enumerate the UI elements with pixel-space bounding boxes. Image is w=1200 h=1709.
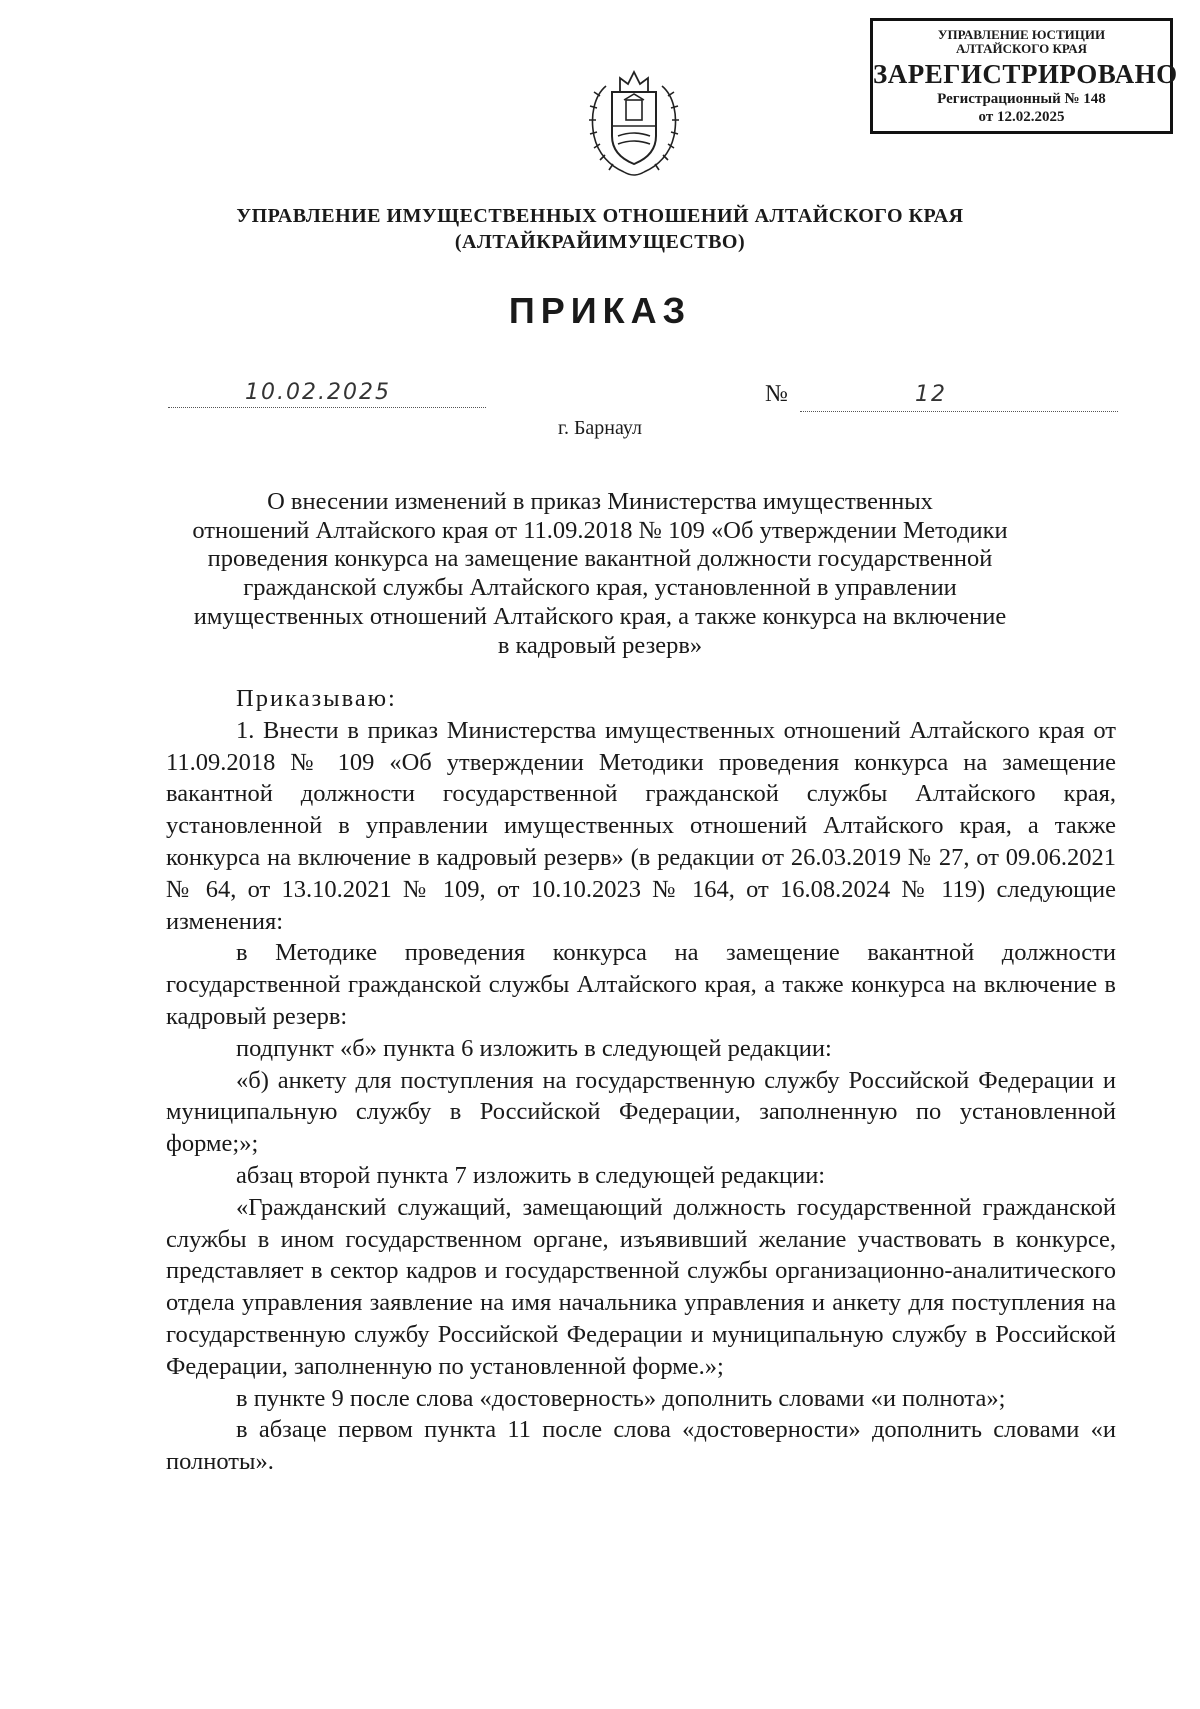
stamp-reg-date: от 12.02.2025 — [978, 109, 1065, 125]
stamp-org-line2: АЛТАЙСКОГО КРАЯ — [956, 41, 1087, 56]
order-word: Приказываю: — [236, 685, 397, 712]
paragraph-7: в пункте 9 после слова «достоверность» дополнить словами «и полнота»; — [236, 1384, 1006, 1412]
date-underline — [168, 407, 486, 408]
number-sign: № — [765, 381, 788, 407]
paragraph-4: «б) анкету для поступления на государственную службу Российской Федерации и муниципальную службу в Российской Федерации, заполненную по установленной форме;»; — [166, 1066, 1116, 1158]
registration-stamp — [870, 18, 1178, 134]
stamp-status: ЗАРЕГИСТРИРОВАНО — [873, 59, 1178, 89]
paragraph-5: абзац второй пункта 7 изложить в следующей редакции: — [236, 1161, 826, 1189]
subject-line: О внесении изменений в приказ Министерства имущественных — [267, 488, 933, 515]
number-underline — [800, 411, 1118, 412]
subject-line: отношений Алтайского края от 11.09.2018 № 109 «Об утверждении Методики — [192, 516, 1008, 544]
coat-of-arms-icon — [584, 56, 684, 180]
order-number-handwritten: 12 — [915, 382, 947, 407]
order-date-handwritten: 10.02.2025 — [245, 380, 391, 405]
subject-line: в кадровый резерв» — [497, 631, 703, 659]
order-body — [166, 683, 1116, 1478]
agency-short-name: (АЛТАЙКРАЙИМУЩЕСТВО) — [454, 231, 746, 253]
paragraph-2: в Методике проведения конкурса на замещение вакантной должности государственной гражданской службы Алтайского края, а также конкурса на включение в кадровый резерв: — [166, 939, 1116, 1030]
paragraph-1: 1. Внести в приказ Министерства имущественных отношений Алтайского края от 11.09.2018 № 109 «Об утверждении Методики проведения конкурса на замещение вакантной должности государственной гражданской службы Алтайского края, установленной в управлении имущественных отношений Алтайского края, а также конкурса на включение в кадровый резерв» (в редакции от 26.03.2019 № 27, от 09.06.2021 № 64, от 13.10.2021 № 109, от 10.10.2023 № 164, от 16.08.2024 № 119) следующие изменения: — [166, 716, 1116, 935]
stamp-reg-number: Регистрационный № 148 — [937, 91, 1106, 107]
subject-line: проведения конкурса на замещение вакантной должности государственной — [207, 545, 993, 573]
subject-line: гражданской службы Алтайского края, установленной в управлении — [243, 574, 957, 602]
subject-line: имущественных отношений Алтайского края, а также конкурса на включение — [193, 602, 1007, 630]
paragraph-3: подпункт «б» пункта 6 изложить в следующей редакции: — [236, 1034, 832, 1062]
paragraph-6: «Гражданский служащий, замещающий должность государственной гражданской службы в ином государственном органе, изъявивший желание участвовать в конкурсе, представляет в сектор кадров и государственной службы организационно-аналитического отдела управления заявление на имя начальника управления и анкету для поступления на государственную службу Российской Федерации и муниципальную службу в Российской Федерации, заполненную по установленной форме.»; — [166, 1193, 1116, 1380]
stamp-org-line1: УПРАВЛЕНИЕ ЮСТИЦИИ — [937, 27, 1106, 42]
agency-name: УПРАВЛЕНИЕ ИМУЩЕСТВЕННЫХ ОТНОШЕНИЙ АЛТАЙСКОГО КРАЯ — [236, 205, 964, 227]
paragraph-8: в абзаце первом пункта 11 после слова «достоверности» дополнить словами «и полноты». — [166, 1416, 1116, 1476]
document-type: ПРИКАЗ — [508, 290, 692, 331]
order-subject — [150, 488, 1050, 660]
city: г. Барнаул — [558, 417, 642, 439]
